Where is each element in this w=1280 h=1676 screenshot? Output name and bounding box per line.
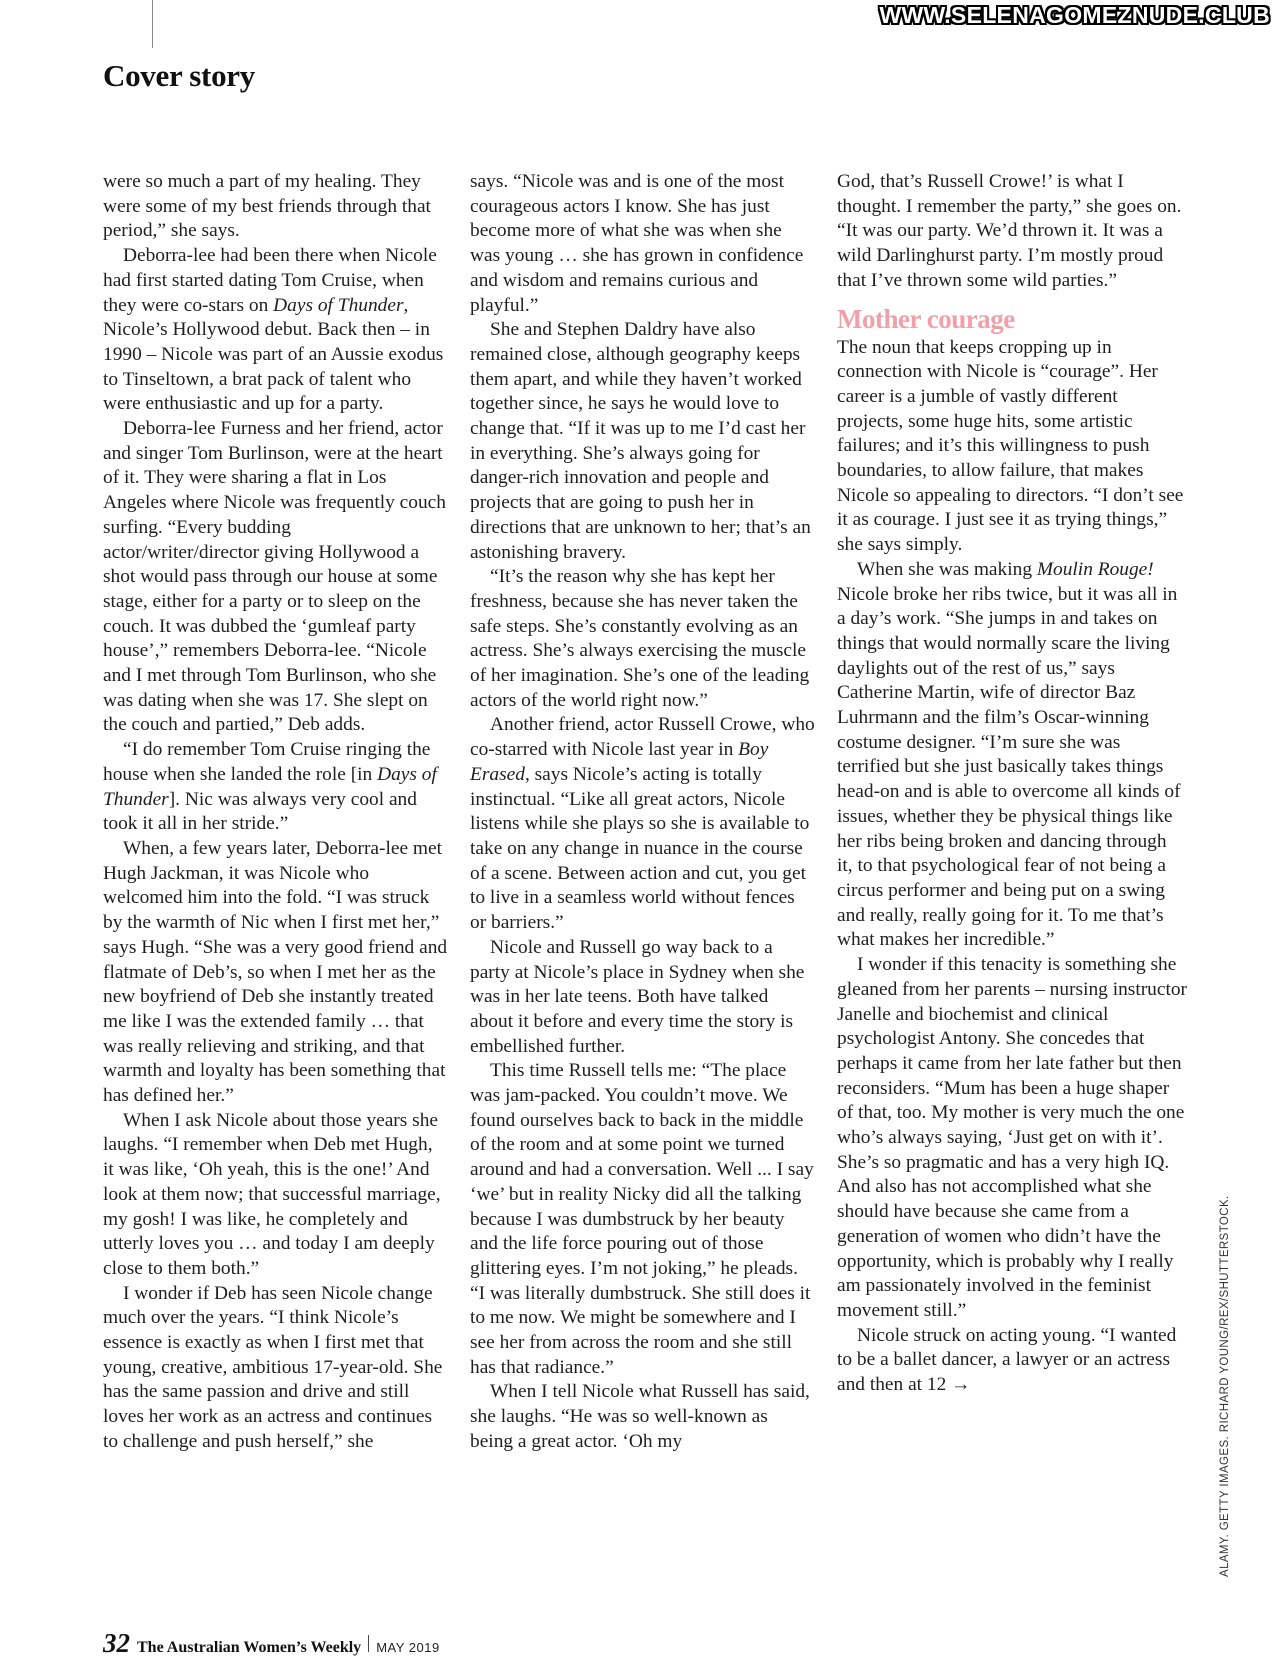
article-column-1 — [103, 170, 448, 1455]
paragraph: This time Russell tells me: “The place was jam-packed. You couldn’t move. We found ourselves back to back in the middle of the room and at some point we turned around and had a conversation. Well ... I say ‘we’ but in reality Nicky did all the talking because I was dumbstruck by her beauty and the life force pouring out of those glittering eyes. I’m not joking,” he pleads. “I was literally dumbstruck. She still does it to me now. We might be somewhere and I see her from across the room and she still has that radiance.” — [470, 1060, 814, 1378]
paragraph: Deborra-lee had been there when Nicole had first started dating Tom Cruise, when they were co-stars on Days of Thunder, Nicole’s Hollywood debut. Back then – in 1990 – Nicole was part of an Aussie exodus to Tinseltown, a brat pack of talent who were enthusiastic and up for a party. — [103, 245, 444, 415]
issue-date: MAY 2019 — [376, 1640, 440, 1655]
section-label: Cover story — [103, 58, 255, 93]
paragraph: I wonder if this tenacity is something she gleaned from her parents – nursing instructor Janelle and biochemist and clinical psychologist Antony. She concedes that perhaps it came from her late father but then reconsiders. “Mum has been a huge shaper of that, too. My mother is very much the one who’s always saying, ‘Just get on with it’. She’s so pragmatic and has a very high IQ. And also has not accomplished what she should have because she came from a generation of women who didn’t have the opportunity, which is probably why I really am passionately involved in the feminist movement still.” — [837, 954, 1188, 1321]
photo-credit: ALAMY. GETTY IMAGES. RICHARD YOUNG/REX/SHUTTERSTOCK. — [1219, 1195, 1231, 1577]
page-number: 32 — [103, 1628, 130, 1658]
magazine-name: The Australian Women’s Weekly — [137, 1639, 362, 1656]
paragraph: I wonder if Deb has seen Nicole change much over the years. “I think Nicole’s essence is exactly as when I first met that young, creative, ambitious 17-year-old. She has the same passion and drive and still loves her work as an actress and continues to challenge and push herself,” she — [103, 1282, 443, 1452]
paragraph: were so much a part of my healing. They were some of my best friends through that period,” she says. — [103, 171, 431, 242]
paragraph: Nicole struck on acting young. “I wanted to be a ballet dancer, a lawyer or an actress and then at 12 → — [837, 1324, 1177, 1396]
paragraph: When I ask Nicole about those years she laughs. “I remember when Deb met Hugh, it was like, ‘Oh yeah, this is the one!’ And look at them now; that successful marriage, my gosh! I was like, he completely and utterly loves you … and today I am deeply close to them both.” — [103, 1109, 441, 1279]
paragraph: When I tell Nicole what Russell has said, she laughs. “He was so well-known as being a great actor. ‘Oh my — [470, 1381, 810, 1452]
paragraph: She and Stephen Daldry have also remained close, although geography keeps them apart, and while they haven’t worked together since, he says he would love to change that. “If it was up to me I’d cast her in everything. She’s always going for danger-rich innovation and people and projects that are going to push her in directions that are unknown to her; that’s an astonishing bravery. — [470, 319, 811, 563]
paragraph: When she was making Moulin Rouge! Nicole broke her ribs twice, but it was all in a day’s work. “She jumps in and takes on things that would normally scare the living daylights out of the rest of us,” says Catherine Martin, wife of director Baz Luhrmann and the film’s Oscar-winning costume designer. “I’m sure she was terrified but she just basically takes things head-on and is able to overcome all kinds of issues, whether they be physical things like her ribs being broken and dancing through it, to that psychological fear of not being a circus performer and being put on a swing and really, really going for it. To me that’s what makes her incredible.” — [837, 558, 1181, 951]
paragraph: “It’s the reason why she has kept her freshness, because she has never taken the safe steps. She’s constantly evolving as an actress. She’s always exercising the muscle of her imagination. She’s one of the leading actors of the world right now.” — [470, 566, 810, 711]
paragraph: Deborra-lee Furness and her friend, actor and singer Tom Burlinson, were at the heart of it. They were sharing a flat in Los Angeles where Nicole was frequently couch surfing. “Every budding actor/writer/director giving Hollywood a shot would pass through our house at some stage, either for a party or to sleep on the couch. It was dubbed the ‘gumleaf party house’,” remembers Deborra-lee. “Nicole and I met through Tom Burlinson, who she was dating when she was 17. She slept on the couch and partied,” Deb adds. — [103, 418, 446, 736]
paragraph: “I do remember Tom Cruise ringing the house when she landed the role [in Days of Thunder]. Nic was always very cool and took it all in her stride.” — [103, 739, 437, 835]
top-divider — [152, 0, 153, 48]
paragraph: God, that’s Russell Crowe!’ is what I thought. I remember the party,” she goes on. “It was our party. We’d thrown it. It was a wild Darlinghurst party. I’m mostly proud that I’ve thrown some wild parties.” — [837, 171, 1182, 291]
article-column-2 — [470, 170, 815, 1455]
watermark: WWW.SELENAGOMEZNUDE.CLUB — [879, 2, 1270, 28]
paragraph: says. “Nicole was and is one of the most courageous actors I know. She has just become more of what she was when she was young … she has grown in confidence and wisdom and remains curious and playful.” — [470, 171, 804, 316]
page-footer — [103, 1628, 440, 1659]
paragraph: The noun that keeps cropping up in connection with Nicole is “courage”. Her career is a jumble of vastly different projects, some huge hits, some artistic failures; and it’s this willingness to push boundaries, to allow failure, that makes Nicole so appealing to directors. “I don’t see it as courage. I just see it as trying things,” she says simply. — [837, 336, 1184, 556]
article-column-3 — [837, 170, 1187, 1398]
paragraph: Nicole and Russell go way back to a party at Nicole’s place in Sydney when she was in her late teens. Both have talked about it before and every time the story is embellished further. — [470, 936, 805, 1057]
paragraph: Another friend, actor Russell Crowe, who co-starred with Nicole last year in Boy Erased, says Nicole’s acting is totally instinctual. “Like all great actors, Nicole listens while she plays so she is available to take on any change in nuance in the course of a scene. Between action and cut, you get to live in a seamless world without fences or barriers.” — [470, 714, 815, 934]
paragraph: When, a few years later, Deborra-lee met Hugh Jackman, it was Nicole who welcomed him into the fold. “I was struck by the warmth of Nic when I first met her,” says Hugh. “She was a very good friend and flatmate of Deb’s, so when I met her as the new boyfriend of Deb she instantly treated me like I was the extended family … that was really relieving and striking, and that warmth and loyalty has been something that has defined her.” — [103, 837, 448, 1107]
subheading: Mother courage — [837, 303, 1015, 334]
footer-divider — [368, 1635, 369, 1652]
